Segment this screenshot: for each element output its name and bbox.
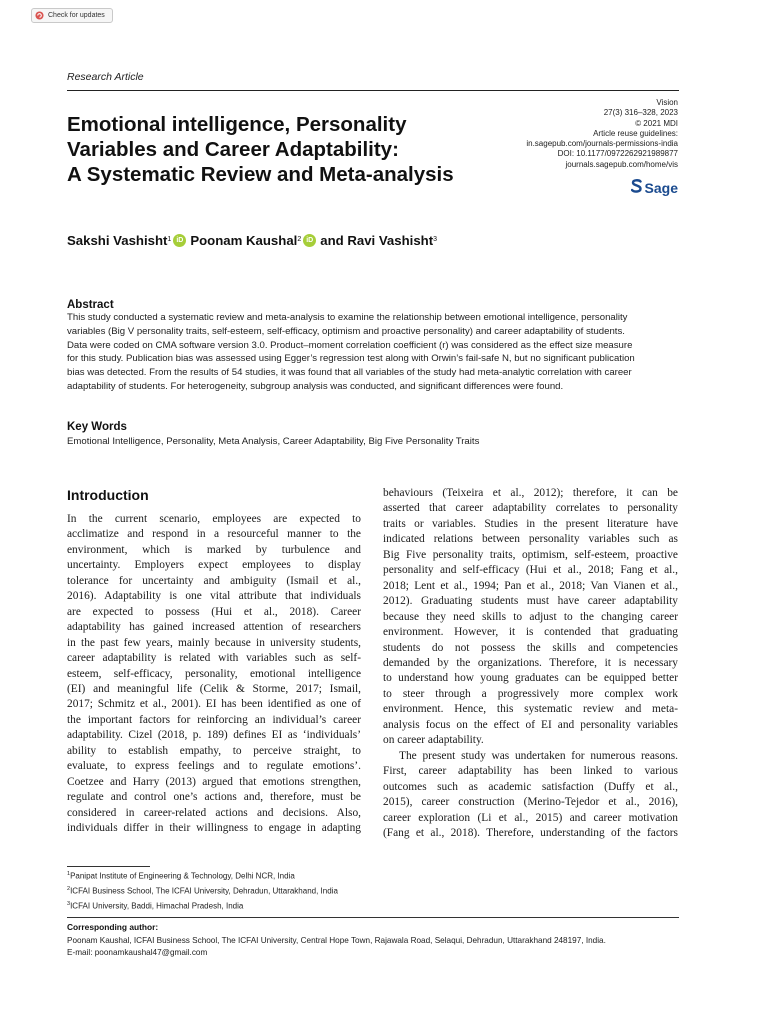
body-line: traits or variables. Studies in the present literature have: [383, 517, 678, 530]
author-affiliation-marker: 1: [167, 236, 172, 243]
reuse-url-link[interactable]: in.sagepub.com/journals-permissions-india: [526, 139, 678, 149]
footnote: [67, 898, 338, 913]
body-line: environment, which is marked by turbulence and: [67, 543, 361, 556]
body-line: asserted that career adaptability correlates to personality: [383, 502, 678, 515]
body-line: to understand how young graduates can be equipped better: [383, 672, 678, 685]
author-name[interactable]: and Ravi Vashisht: [320, 233, 434, 248]
affiliation-footnotes: [67, 868, 338, 913]
body-line: uncertainty. Employers expect employees to display: [67, 559, 361, 572]
body-line: The present study was undertaken for numerous reasons.: [399, 749, 678, 762]
abstract-heading: Abstract: [67, 299, 114, 311]
reuse-label: Article reuse guidelines:: [593, 128, 678, 138]
body-line: (Fang et al., 2018). Therefore, understanding of the factors: [383, 826, 678, 839]
author-list: [67, 233, 437, 248]
body-line: regulate and control one’s actions and, therefore, must be: [67, 791, 361, 804]
volume-issue: 27(3) 316–328, 2023: [603, 108, 678, 118]
abstract-line: Data were coded on CMA software version 3.0. Product–moment correlation coefficient (r) was considered as the effect size measure: [67, 339, 633, 351]
body-line: 2016). Adaptability is one vital attribute that individuals: [67, 590, 361, 603]
body-line: 2012). Graduating students must have career adaptability: [383, 595, 678, 608]
body-line: on career adaptability.: [383, 734, 484, 747]
author-name[interactable]: Poonam Kaushal: [190, 233, 298, 248]
body-line: behaviours (Teixeira et al., 2012); therefore, it can be: [383, 487, 678, 499]
abstract-line: bias was detected. From the results of 54 studies, it was found that all variables of the study had meta-analytic correlation with career: [67, 367, 632, 379]
body-line: 2018; Lent et al., 1994; Pan et al., 2018; Van Vianen et al.,: [383, 579, 678, 592]
journal-name: Vision: [656, 98, 678, 107]
abstract-line: This study conducted a systematic review and meta-analysis to examine the relationship between emotional intelligence, personality: [67, 312, 628, 323]
journal-metadata: [458, 98, 678, 170]
doi-link[interactable]: DOI: 10.1177/0972262921989877: [557, 149, 678, 159]
body-line: ability to establish empathy, to perceive straight, to: [67, 744, 361, 757]
author-name[interactable]: Sakshi Vashisht: [67, 233, 168, 248]
publisher-name: Sage: [644, 179, 678, 196]
corresponding-author-heading: Corresponding author:: [67, 922, 159, 932]
check-for-updates-label: Check for updates: [48, 12, 105, 19]
footnote-marker: 2: [67, 886, 71, 893]
body-line: tolerance for uncertainty and ambiguity (Ismail et al.,: [67, 574, 361, 587]
keywords-text: Emotional Intelligence, Personality, Meta Analysis, Career Adaptability, Big Five Personality Traits: [67, 436, 480, 447]
body-line: are expected to possess (Hui et al., 2018). Career: [67, 605, 361, 618]
abstract-body: [67, 311, 679, 394]
body-line: individuals differ in their willingness to engage in adapting: [67, 822, 361, 835]
footnote: [67, 868, 338, 883]
abstract-line: for this study. Publication bias was assessed using Egger’s regression test along with Orwin’s fail-safe N, but no significant publication: [67, 353, 635, 365]
body-line: career exploration (Li et al., 2015) and career motivation: [383, 811, 678, 824]
corresponding-rule: [67, 917, 679, 918]
footnote-text: Panipat Institute of Engineering & Technology, Delhi NCR, India: [70, 871, 295, 881]
body-line: Big Five personality traits, optimism, self-esteem, proactive: [383, 548, 678, 561]
introduction-heading: Introduction: [67, 487, 149, 503]
body-line: (EI) and meaningful life (Celik & Storme, 2017; Ismail,: [67, 682, 361, 695]
keywords-heading: Key Words: [67, 421, 127, 433]
check-for-updates-badge[interactable]: [31, 8, 113, 23]
corresponding-email-link[interactable]: E-mail: poonamkaushal47@gmail.com: [67, 948, 208, 957]
sage-s-logo-icon: [631, 179, 642, 196]
refresh-badge-icon: [35, 11, 44, 20]
body-line: environment. However, it is contended that graduating: [383, 626, 678, 639]
body-line: In the current scenario, employees are expected to: [67, 513, 361, 525]
journal-homepage-link[interactable]: journals.sagepub.com/home/vis: [565, 159, 678, 169]
body-line: 2015), career construction (Merino-Tejedor et al., 2016),: [383, 796, 678, 809]
body-line: outcomes such as academic satisfaction (Duffy et al.,: [383, 780, 678, 793]
footnote-text: ICFAI Business School, The ICFAI University, Dehradun, Uttarakhand, India: [70, 886, 338, 896]
copyright: © 2021 MDI: [635, 118, 678, 128]
body-line: students do not possess the skills and competencies: [383, 641, 678, 654]
body-line: considered in career-related actions and decisions. Also,: [67, 806, 361, 819]
corresponding-author-details: [67, 935, 606, 959]
body-line: indicated relations between personality variables such as: [383, 533, 678, 546]
body-line: career adaptability is related with variables such as self-: [67, 652, 361, 665]
footnote: [67, 883, 338, 898]
body-column-right: [383, 486, 678, 841]
abstract-line: adaptability of students. For heterogeneity, subgroup analysis was conducted, and significant differences were found.: [67, 380, 564, 392]
body-line: in the past few years, mainly because in university students,: [67, 636, 361, 649]
body-line: to steer through a progressively more complex work: [383, 687, 678, 700]
body-line: Coetzee and Harry (2013) argued that emotions strengthen,: [67, 775, 361, 788]
body-line: First, career adaptability has been linked to various: [383, 765, 678, 778]
body-line: demanded by the organizations. Therefore, it is necessary: [383, 656, 678, 669]
body-line: esteem, self-efficacy, personality, emotional intelligence: [67, 667, 361, 680]
article-type-label: Research Article: [67, 71, 144, 83]
body-line: environment. Hence, this systematic review and meta-: [383, 703, 678, 716]
author-affiliation-marker: 2: [297, 236, 302, 243]
orcid-icon[interactable]: iD: [303, 234, 316, 247]
body-line: acclimatize and respond in a resourceful manner to the: [67, 528, 361, 541]
body-line: 2017; Schmitz et al., 2001). EI has been identified as one of: [67, 698, 361, 711]
header-rule: [67, 90, 679, 91]
corresponding-address: Poonam Kaushal, ICFAI Business School, The ICFAI University, Central Hope Town, Rajawala Road, Selaqui, Dehradun, Uttarakhand 248197, India.: [67, 936, 606, 945]
body-column-left: [67, 512, 361, 837]
body-line: because they need skills to adjust to the changing career: [383, 610, 678, 623]
body-line: the important factors for reinforcing an individual’s career: [67, 713, 361, 726]
footnote-marker: 3: [67, 901, 71, 908]
body-line: adaptability has gained increased attention of researchers: [67, 621, 361, 634]
author-affiliation-marker: 3: [433, 236, 438, 243]
body-line: personality and self-efficacy (Hui et al., 2018; Fang et al.,: [383, 564, 678, 577]
footnote-rule: [67, 866, 150, 867]
footnote-text: ICFAI University, Baddi, Himachal Pradesh, India: [70, 901, 244, 911]
body-line: evaluate, to express feelings and to regulate emotions’.: [67, 760, 361, 773]
title-line: Emotional intelligence, Personality: [67, 113, 407, 136]
orcid-icon[interactable]: iD: [173, 234, 186, 247]
footnote-marker: 1: [67, 871, 71, 877]
abstract-line: variables (Big V personality traits, self-esteem, self-efficacy, optimism and proactive personality) and career adaptability of students.: [67, 325, 625, 337]
body-line: adaptability. Cizel (2018, p. 189) defines EI as ‘individuals’: [67, 729, 361, 742]
body-line: analysis focus on the effect of EI and personality variables: [383, 718, 678, 731]
title-line: Variables and Career Adaptability:: [67, 138, 399, 161]
title-line: A Systematic Review and Meta-analysis: [67, 163, 454, 186]
publisher-logo[interactable]: [631, 179, 678, 196]
